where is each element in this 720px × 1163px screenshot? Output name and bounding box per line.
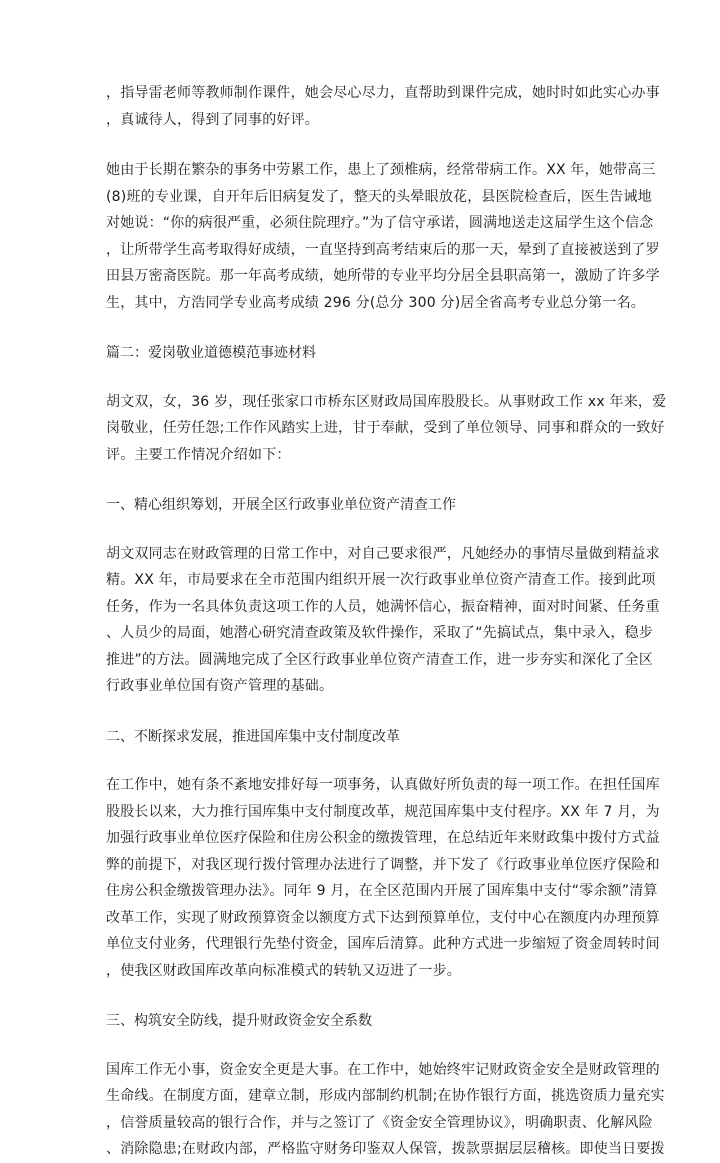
text-line: ，指导雷老师等教师制作课件，她会尽心尽力，直帮助到课件完成，她时时如此实心办事 — [106, 85, 660, 101]
text-line: 股股长以来，大力推行国库集中支付制度改革，规范国库集中支付程序。XX 年 7 月，为 — [106, 803, 660, 820]
paragraph — [106, 1057, 665, 1163]
text-line: ，信誉质量较高的银行合作，并与之签订了《资金安全管理协议》，明确职责、化解风险 — [106, 1114, 653, 1131]
text-line: 推进”的方法。圆满地完成了全区行政事业单位资产清查工作，进一步夯实和深化了全区 — [106, 651, 654, 668]
text-line: 国库工作无小事，资金安全更是大事。在工作中，她始终牢记财政资金安全是财政管理的 — [106, 1061, 660, 1078]
paragraph — [106, 157, 660, 316]
text-line: 胡文双，女，36 岁，现任张家口市桥东区财政局国库股股长。从事财政工作 xx 年来，爱 — [106, 393, 667, 410]
text-line: 对她说：“你的病很严重，必须住院理疗。”为了信守承诺，圆满地送走这届学生这个信念 — [106, 215, 654, 231]
text-line: 田县万密斋医院。那一年高考成绩，她所带的专业平均分居全县职高第一，激励了许多学 — [106, 268, 660, 284]
text-line: 在工作中，她有条不紊地安排好每一项事务，认真做好所负责的每一项工作。在担任国库 — [106, 777, 660, 793]
section-heading: 篇二：爱岗敬业道德模范事迹材料 — [106, 345, 316, 361]
text-line: 生命线。在制度方面，建章立制，形成内部制约机制;在协作银行方面，挑选资质力量充实 — [106, 1088, 665, 1104]
text-line: 加强行政事业单位医疗保险和住房公积金的缴拨管理，在总结近年来财政集中拨付方式益 — [106, 830, 660, 846]
paragraph — [106, 541, 660, 700]
text-line: 、消除隐患;在财政内部，严格监守财务印鉴双人保管，拨款票据层层稽核。即使当日要拨 — [106, 1141, 665, 1157]
text-line: 弊的前提下，对我区现行拨付管理办法进行了调整，并下发了《行政事业单位医疗保险和 — [106, 856, 660, 873]
paragraph — [106, 389, 667, 469]
text-line: ，让所带学生高考取得好成绩，一直坚持到高考结束后的那一天，晕到了直接被送到了罗 — [106, 241, 660, 258]
paragraph — [106, 80, 660, 133]
text-line: 岗敬业，任劳任怨;工作作风踏实上进，甘于奉献，受到了单位领导、同事和群众的一致好 — [106, 420, 665, 436]
section-heading: 二、不断探求发展，推进国库集中支付制度改革 — [106, 728, 400, 745]
paragraph — [106, 772, 660, 984]
text-line: ，使我区财政国库改革向标准模式的转轨又迈进了一步。 — [106, 962, 461, 979]
text-line: 住房公积金缴拨管理办法》。同年 9 月，在全区范围内开展了国库集中支付“零余额”清算 — [106, 883, 658, 899]
text-line: 她由于长期在繁杂的事务中劳累工作，患上了颈椎病，经常带病工作。XX 年，她带高三 — [106, 162, 656, 178]
section-heading: 一、精心组织筹划，开展全区行政事业单位资产清查工作 — [106, 497, 456, 513]
text-line: 改革工作，实现了财政预算资金以额度方式下达到预算单位，支付中心在额度内办理预算 — [106, 909, 660, 926]
text-line: 生，其中，方浩同学专业高考成绩 296 分(总分 300 分)居全省高考专业总分第一名。 — [106, 294, 645, 311]
text-line: 胡文双同志在财政管理的日常工作中，对自己要求很严，凡她经办的事情尽量做到精益求 — [106, 545, 660, 562]
text-line: (8)班的专业课，自开年后旧病复发了，整天的头晕眼放花，县医院检查后，医生告诫地 — [106, 188, 652, 205]
text-line: 精。XX 年，市局要求在全市范围内组织开展一次行政事业单位资产清查工作。接到此项 — [106, 572, 656, 588]
text-line: 任务，作为一名具体负责这项工作的人员，她满怀信心，振奋精神，面对时间紧、任务重 — [106, 598, 660, 615]
section-heading: 三、构筑安全防线，提升财政资金安全系数 — [106, 1013, 372, 1029]
text-line: 、人员少的局面，她潜心研究清查政策及软件操作，采取了“先搞试点，集中录入，稳步 — [106, 625, 654, 641]
text-line: 评。主要工作情况介绍如下： — [106, 446, 291, 463]
text-line: ，真诚待人，得到了同事的好评。 — [106, 111, 319, 128]
text-line: 单位支付业务，代理银行先垫付资金，国库后清算。此种方式进一步缩短了资金周转时间 — [106, 936, 660, 952]
text-line: 行政事业单位国有资产管理的基础。 — [106, 678, 334, 694]
